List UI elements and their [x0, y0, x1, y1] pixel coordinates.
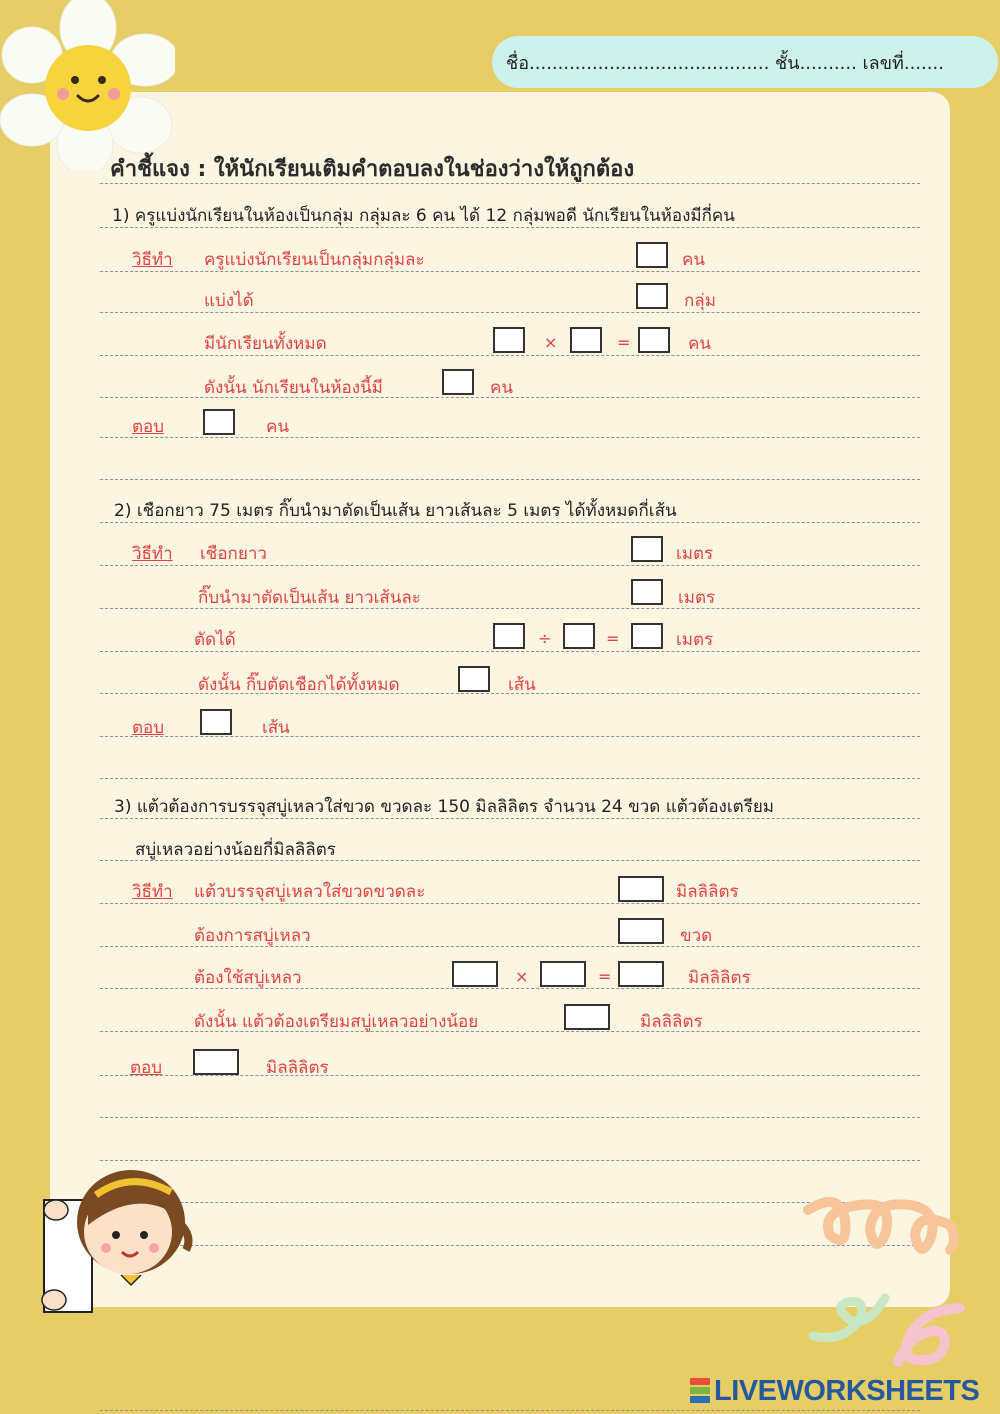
q1-group-count-input[interactable]: [636, 283, 668, 309]
dotted-line: [100, 651, 920, 652]
q3-bottle-count-input[interactable]: [618, 918, 664, 944]
liveworksheets-logo: [690, 1374, 979, 1408]
green-swirl-icon: [805, 1288, 895, 1348]
q2-conclusion-unit: เส้น: [508, 675, 536, 695]
question-1-text: 1) ครูแบ่งนักเรียนในห้องเป็นกลุ่ม กลุ่มละ 6 คน ได้ 12 กลุ่มพอดี นักเรียนในห้องมีกี่คน: [112, 206, 735, 226]
girl-peeking-icon: [36, 1140, 196, 1315]
dotted-line: [100, 1117, 920, 1118]
q2-step1-unit: เมตร: [676, 544, 714, 564]
q1-multiplier-input[interactable]: [570, 327, 602, 353]
q1-answer-label: ตอบ: [132, 417, 165, 437]
multiply-sign: ×: [544, 333, 558, 352]
q2-step3-text: ตัดได้: [194, 630, 236, 650]
q3-step1-text: แต้วบรรจุสบู่เหลวใส่ขวดขวดละ: [194, 882, 426, 902]
q1-conclusion-text: ดังนั้น นักเรียนในห้องนี้มี: [204, 378, 383, 398]
question-3-text-line2: สบู่เหลวอย่างน้อยกี่มิลลิลิตร: [135, 840, 336, 860]
q3-per-bottle-input[interactable]: [618, 876, 664, 902]
q1-step2-text: แบ่งได้: [204, 291, 254, 311]
q3-step2-text: ต้องการสบู่เหลว: [194, 926, 311, 946]
q2-dividend-input[interactable]: [493, 623, 525, 649]
question-2-text: 2) เชือกยาว 75 เมตร กิ๊บนำมาตัดเป็นเส้น ยาวเส้นละ 5 เมตร ได้ทั้งหมดกี่เส้น: [114, 501, 677, 521]
q3-step3-text: ต้องใช้สบู่เหลว: [194, 968, 302, 988]
liveworksheets-logo-text: LIVEWORKSHEETS: [714, 1374, 980, 1407]
q2-step3-unit: เมตร: [676, 630, 714, 650]
equals-sign: =: [617, 333, 631, 352]
dotted-line: [100, 1075, 920, 1076]
instruction-heading: คำชี้แจง : ให้นักเรียนเติมคำตอบลงในช่องว่างให้ถูกต้อง: [110, 157, 635, 182]
q2-conclusion-text: ดังนั้น กิ๊บตัดเชือกได้ทั้งหมด: [198, 675, 400, 695]
dotted-line: [100, 271, 920, 272]
q1-answer-unit: คน: [266, 417, 289, 437]
dotted-line: [100, 1410, 920, 1411]
multiply-sign: ×: [515, 967, 529, 986]
q3-conclusion-unit: มิลลิลิตร: [640, 1012, 703, 1032]
dotted-line: [100, 1202, 920, 1203]
q3-answer-label: ตอบ: [130, 1058, 163, 1078]
q3-conclusion-input[interactable]: [564, 1004, 610, 1030]
q1-step3-unit: คน: [688, 334, 711, 354]
pink-swirl-icon: [890, 1300, 970, 1370]
q1-product-input[interactable]: [638, 327, 670, 353]
q2-answer-unit: เส้น: [262, 718, 290, 738]
q3-answer-unit: มิลลิลิตร: [266, 1058, 329, 1078]
q1-conclusion-unit: คน: [490, 378, 513, 398]
dotted-line: [100, 1160, 920, 1161]
equals-sign: =: [606, 629, 620, 648]
q3-step1-unit: มิลลิลิตร: [676, 882, 739, 902]
q2-answer-input[interactable]: [200, 709, 232, 735]
question-3-text-line1: 3) แต้วต้องการบรรจุสบู่เหลวใส่ขวด ขวดละ 150 มิลลิลิตร จำนวน 24 ขวด แต้วต้องเตรียม: [114, 797, 774, 817]
q2-divisor-input[interactable]: [563, 623, 595, 649]
q1-method-label: วิธีทำ: [132, 250, 173, 270]
q2-step1-text: เชือกยาว: [200, 544, 267, 564]
q3-method-label: วิธีทำ: [132, 882, 173, 902]
q1-step1-unit: คน: [682, 250, 705, 270]
q3-product-input[interactable]: [618, 961, 664, 987]
q3-multiplier-input[interactable]: [540, 961, 586, 987]
dotted-line: [100, 522, 920, 523]
daisy-smiley-icon: [0, 0, 175, 170]
dotted-line: [100, 565, 920, 566]
q2-conclusion-input[interactable]: [458, 666, 490, 692]
dotted-line: [100, 355, 920, 356]
dotted-line: [100, 312, 920, 313]
q3-step3-unit: มิลลิลิตร: [688, 968, 751, 988]
q3-step2-unit: ขวด: [680, 926, 713, 946]
q3-answer-input[interactable]: [193, 1049, 239, 1075]
dotted-line: [100, 903, 920, 904]
q1-multiplicand-input[interactable]: [493, 327, 525, 353]
q3-conclusion-text: ดังนั้น แต้วต้องเตรียมสบู่เหลวอย่างน้อย: [194, 1012, 479, 1032]
dotted-line: [100, 736, 920, 737]
orange-swirl-icon: [800, 1190, 960, 1270]
worksheet-paper: [50, 92, 950, 1307]
dotted-line: [100, 437, 920, 438]
q1-step3-text: มีนักเรียนทั้งหมด: [204, 334, 327, 354]
divide-sign: ÷: [538, 629, 552, 648]
q1-step1-text: ครูแบ่งนักเรียนเป็นกลุ่มกลุ่มละ: [204, 250, 425, 270]
q2-method-label: วิธีทำ: [132, 544, 173, 564]
dotted-line: [100, 818, 920, 819]
q2-step2-unit: เมตร: [678, 588, 716, 608]
q1-answer-input[interactable]: [203, 409, 235, 435]
q1-step2-unit: กลุ่ม: [684, 291, 716, 311]
dotted-line: [100, 778, 920, 779]
q1-group-size-input[interactable]: [636, 242, 668, 268]
student-info-text: ชื่อ.......................................... ชั้น.......... เลขที่.......: [506, 52, 944, 74]
q2-piece-length-input[interactable]: [631, 579, 663, 605]
liveworksheets-logo-icon: [690, 1378, 710, 1404]
q1-conclusion-input[interactable]: [442, 369, 474, 395]
q2-step2-text: กิ๊บนำมาตัดเป็นเส้น ยาวเส้นละ: [198, 588, 421, 608]
q2-answer-label: ตอบ: [132, 718, 165, 738]
q3-multiplicand-input[interactable]: [452, 961, 498, 987]
q2-quotient-input[interactable]: [631, 623, 663, 649]
dotted-line: [100, 1245, 920, 1246]
equals-sign: =: [598, 967, 612, 986]
dotted-line: [100, 227, 920, 228]
student-info-bar: [492, 36, 998, 88]
q2-rope-length-input[interactable]: [631, 536, 663, 562]
dotted-line: [100, 479, 920, 480]
